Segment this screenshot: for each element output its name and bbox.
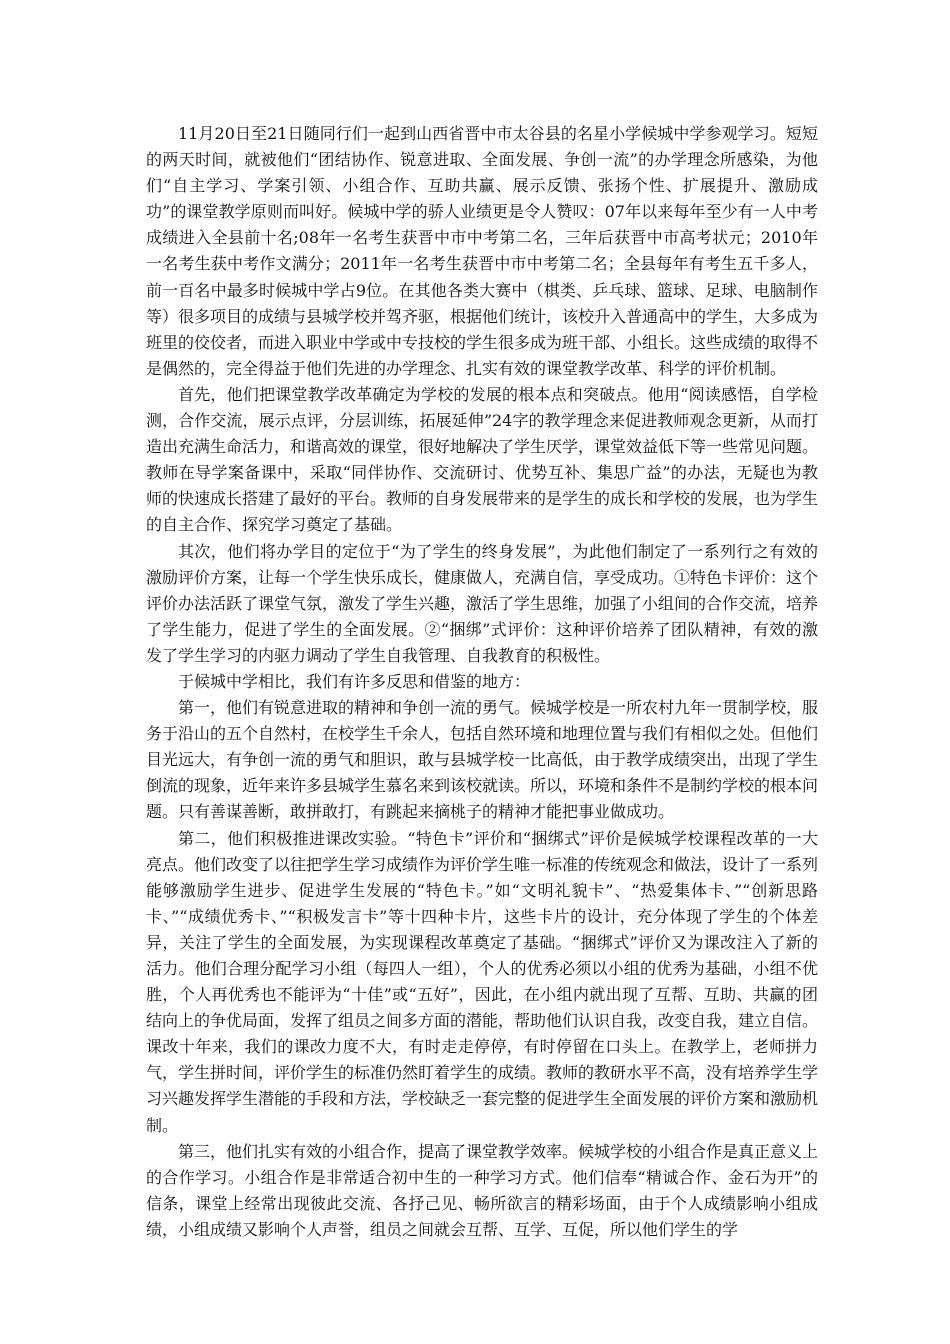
- paragraph-reflection-two: 第二，他们积极推进课改实验。“特色卡”评价和“捆绑式”评价是候城学校课程改革的一大亮点。他们改变了以往把学生学习成绩作为评价学生唯一标准的传统观念和做法，设计了一系列能够激励学生进步、促进学生发展的“特色卡。”如“文明礼貌卡”、“热爱集体卡、”“创新思路卡、”“成绩优秀卡、”“积极发言卡”等十四种卡片，这些卡片的设计，充分体现了学生的个体差异，关注了学生的全面发展，为实现课程改革奠定了基础。“捆绑式”评价又为课改注入了新的活力。他们合理分配学习小组（每四人一组），个人的优秀必须以小组的优秀为基础，小组不优胜，个人再优秀也不能评为“十佳”或“五好”，因此，在小组内就出现了互帮、互助、共赢的团结向上的争优局面，发挥了组员之间多方面的潜能，帮助他们认识自我，改变自我，建立自信。课改十年来，我们的课改力度不大，有时走走停停，有时停留在口头上。在教学上，老师拼力气，学生拼时间，评价学生的标准仍然盯着学生的成绩。教师的教研水平不高，没有培养学生学习兴趣发挥学生潜能的手段和方法，学校缺乏一套完整的促进学生全面发展的评价方案和激励机制。: [146, 828, 819, 1135]
- paragraph-reflection-one: 第一，他们有锐意进取的精神和争创一流的勇气。候城学校是一所农村九年一贯制学校，服务于沿山的五个自然村，在校学生千余人，包括自然环境和地理位置与我们有相似之处。但他们目光远大，有争创一流的勇气和胆识，敢与县城学校一比高低，由于教学成绩突出，出现了学生倒流的现象，近年来许多县城学生慕名来到该校就读。所以，环境和条件不是制约学校的根本问题。只有善谋善断，敢拼敢打，有跳起来摘桃子的精神才能把事业做成功。: [146, 698, 819, 822]
- paragraph-second-point: 其次，他们将办学目的定位于“为了学生的终身发展”，为此他们制定了一系列行之有效的激励评价方案，让每一个学生快乐成长，健康做人，充满自信，享受成功。①特色卡评价：这个评价办法活跃了课堂气氛，激发了学生兴趣，激活了学生思维，加强了小组间的合作交流，培养了学生能力，促进了学生的全面发展。②“捆绑”式评价：这种评价培养了团队精神，有效的激发了学生学习的内驱力调动了学生自我管理、自我教育的积极性。: [146, 541, 819, 665]
- paragraph-reflection-intro: 于候城中学相比，我们有许多反思和借鉴的地方：: [178, 671, 531, 691]
- paragraph-first-point: 首先，他们把课堂教学改革确定为学校的发展的根本点和突破点。他用“阅读感悟，自学检测，合作交流，展示点评，分层训练，拓展延伸”24字的教学理念来促进教师观念更新，从而打造出充满生命活力，和谐高效的课堂，很好地解决了学生厌学，课堂效益低下等一些常见问题。教师在导学案备课中，采取“同伴协作、交流研讨、优势互补、集思广益”的办法，无疑也为教师的快速成长搭建了最好的平台。教师的自身发展带来的是学生的成长和学校的发展，也为学生的自主合作、探究学习奠定了基础。: [146, 384, 819, 535]
- paragraph-intro: 11月20日至21日随同行们一起到山西省晋中市太谷县的名星小学候城中学参观学习。短短的两天时间，就被他们“团结协作、锐意进取、全面发展、争创一流”的办学理念所感染，为他们“自主学习、学案引领、小组合作、互助共赢、展示反馈、张扬个性、扩展提升、激励成功”的课堂教学原则而叫好。候城中学的骄人业绩更是令人赞叹：07年以来每年至少有一人中考成绩进入全县前十名;08年一名考生获晋中市中考第二名，三年后获晋中市高考状元；2010年一名考生获中考作文满分；2011年一名考生获晋中市中考第二名；全县每年有考生五千多人，前一百名中最多时候城中学占9位。在其他各类大赛中（棋类、乒乓球、篮球、足球、电脑制作等）很多项目的成绩与县城学校并驾齐驱，根据他们统计，该校升入普通高中的学生，大多成为班里的佼佼者，而进入职业中学或中专技校的学生很多成为班干部、小组长。这些成绩的取得不是偶然的，完全得益于他们先进的办学理念、扎实有效的课堂教学改革、科学的评价机制。: [146, 124, 819, 378]
- document-body: [146, 121, 818, 1243]
- paragraph-reflection-three: 第三，他们扎实有效的小组合作，提高了课堂教学效率。候城学校的小组合作是真正意义上的合作学习。小组合作是非常适合初中生的一种学习方式。他们信奉“精诚合作、金石为开”的信条，课堂上经常出现彼此交流、各抒己见、畅所欲言的精彩场面，由于个人成绩影响小组成绩，小组成绩又影响个人声誉，组员之间就会互帮、互学、互促，所以他们学生的学: [146, 1141, 819, 1239]
